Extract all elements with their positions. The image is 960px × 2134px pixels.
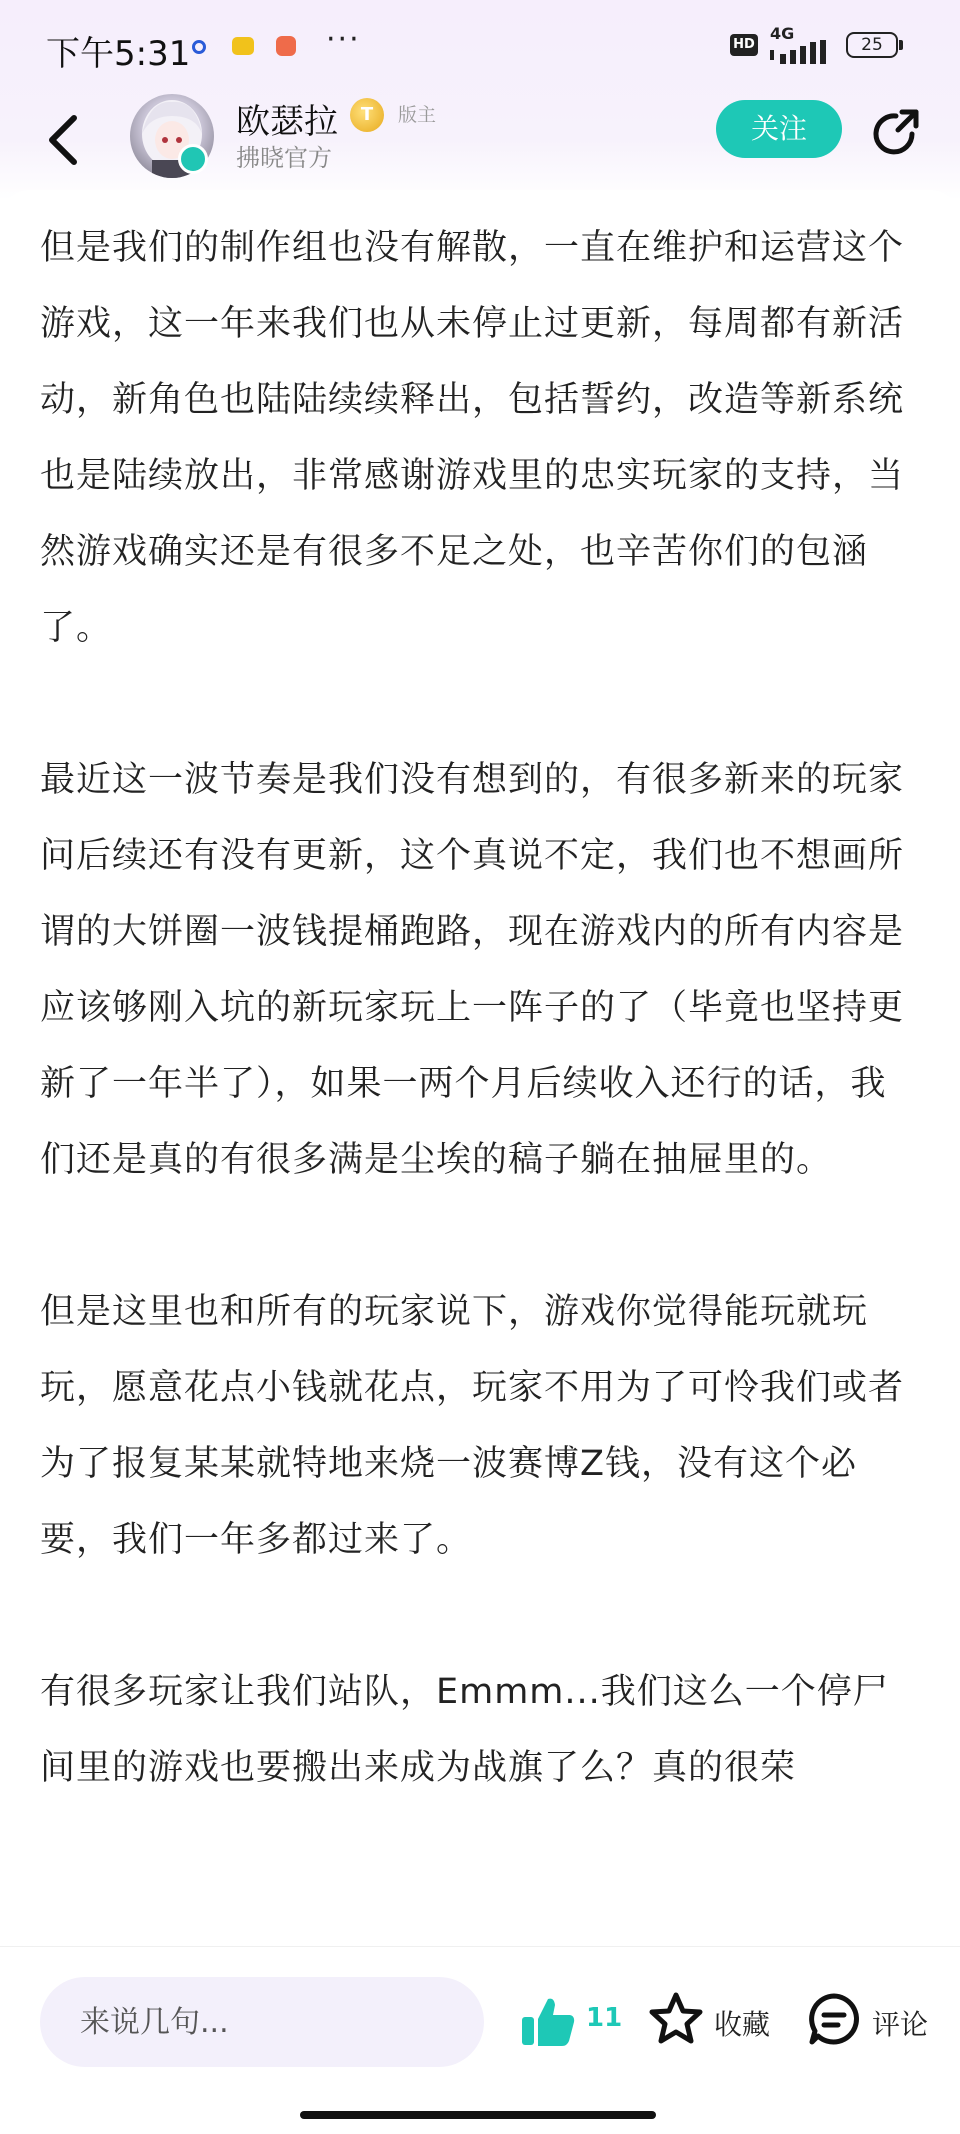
author-subtitle: 拂晓官方 <box>236 144 332 172</box>
post-paragraph: 但是我们的制作组也没有解散，一直在维护和运营这个游戏，这一年来我们也从未停止过更新，每周都有新活动，新角色也陆陆续续释出，包括誓约，改造等新系统也是陆续放出，非常感谢游戏里的忠实玩家的支持，当然游戏确实还是有很多不足之处，也辛苦你们的包涵了。 <box>40 228 905 648</box>
star-icon <box>648 1991 704 2047</box>
battery-icon: 25 <box>846 32 898 58</box>
comment-input[interactable] <box>40 1977 484 2067</box>
post-paragraph: 最近这一波节奏是我们没有想到的，有很多新来的玩家问后续还有没有更新，这个真说不定，我们也不想画所谓的大饼圈一波钱提桶跑路，现在游戏内的所有内容是应该够刚入坑的新玩家玩上一阵子的了（毕竟也坚持更新了一年半了），如果一两个月后续收入还行的话，我们还是真的有很多满是尘埃的稿子躺在抽屉里的。 <box>40 760 905 1180</box>
author-role: 版主 <box>398 104 437 126</box>
post-paragraph: 有很多玩家让我们站队，Emmm...我们这么一个停尸间里的游戏也要搬出来成为战旗了么？真的很荣 <box>40 1672 889 1788</box>
app-notification-icon-2 <box>276 36 296 56</box>
status-bar <box>0 0 960 92</box>
battery-tip <box>899 40 903 50</box>
app-notification-icon <box>232 37 254 55</box>
signal-icon <box>770 40 830 64</box>
post-body <box>40 210 920 1950</box>
favorite-button[interactable] <box>648 1991 778 2051</box>
network-type: 4G <box>770 24 795 43</box>
status-time: 下午5:31 <box>46 34 191 74</box>
home-indicator[interactable] <box>300 2111 656 2119</box>
bottom-action-bar <box>0 1946 960 2134</box>
share-icon <box>868 104 924 160</box>
author-name[interactable]: 欧瑟拉 <box>236 102 338 142</box>
comment-icon <box>806 1991 862 2047</box>
share-button[interactable] <box>868 104 924 160</box>
like-button[interactable] <box>518 1991 623 2051</box>
notification-dot-icon <box>192 40 206 54</box>
verified-badge-icon <box>178 144 208 174</box>
level-badge-icon: T <box>350 98 384 132</box>
more-notifications-icon: ··· <box>326 22 361 57</box>
comment-label: 评论 <box>872 2008 929 2041</box>
like-count: 11 <box>586 2003 623 2033</box>
post-paragraph: 但是这里也和所有的玩家说下，游戏你觉得能玩就玩玩，愿意花点小钱就花点，玩家不用为了可怜我们或者为了报复某某就特地来烧一波赛博Z钱，没有这个必要，我们一年多都过来了。 <box>40 1292 905 1560</box>
follow-button[interactable]: 关注 <box>716 100 842 158</box>
comment-button[interactable] <box>806 1991 936 2051</box>
favorite-label: 收藏 <box>714 2008 771 2041</box>
back-button[interactable] <box>40 110 90 170</box>
chevron-left-icon <box>40 110 90 170</box>
thumbs-up-icon <box>518 1991 578 2051</box>
hd-voice-icon: HD <box>730 34 758 56</box>
post-header <box>0 92 960 192</box>
